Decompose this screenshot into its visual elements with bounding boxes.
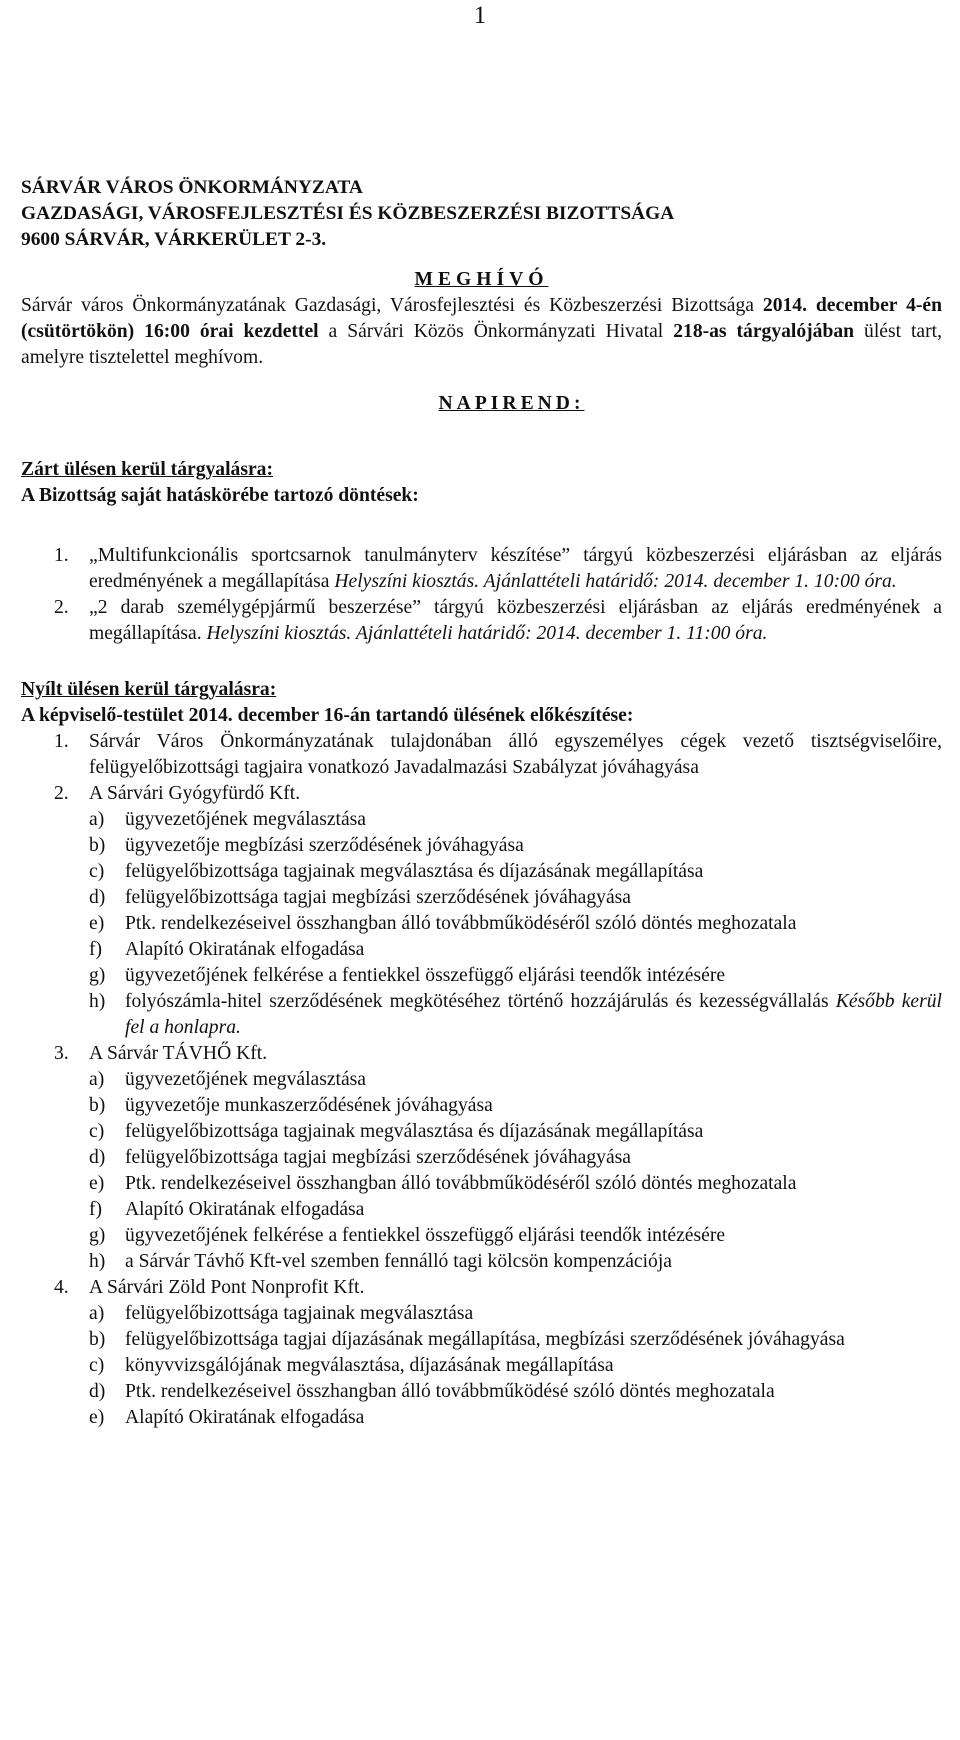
agenda-item-number: 2. [54,597,69,618]
agenda-subitem [89,963,942,989]
agenda-subitem-list [89,1067,942,1275]
agenda-subitem-text: ügyvezetőjének megválasztása [125,1069,366,1090]
agenda-subitem-letter: d) [89,887,106,908]
agenda-subitem [89,1119,942,1145]
agenda-subitem-letter: g) [89,965,106,986]
agenda-subitem [89,1197,942,1223]
agenda-item [21,595,942,647]
agenda-item-number: 2. [54,783,69,804]
agenda-subitem [89,1353,942,1379]
agenda-subitem [89,833,942,859]
agenda-item-number: 4. [54,1277,69,1298]
agenda-subitem [89,1405,942,1431]
agenda-subitem-text: folyószámla-hitel szerződésének megkötéséhez történő hozzájárulás és kezességvállalás [125,991,836,1012]
document-body [21,175,942,1431]
agenda-item-text: A Sárvár TÁVHŐ Kft. [89,1043,268,1064]
agenda-item-note: Helyszíni kiosztás. Ajánlattételi határidő: 2014. december 1. 10:00 óra. [334,571,897,592]
agenda-subitem [89,1301,942,1327]
agenda-subitem-text: ügyvezetője megbízási szerződésének jóváhagyása [125,835,524,856]
agenda-item [21,543,942,595]
agenda-subitem-letter: b) [89,1329,106,1350]
agenda-subitem-text: Ptk. rendelkezéseivel összhangban álló továbbműködéséről szóló döntés meghozatala [125,913,797,934]
agenda-subitem-letter: e) [89,913,105,934]
agenda-subitem [89,885,942,911]
agenda-subitem-text: a Sárvár Távhő Kft-vel szemben fennálló tagi kölcsön kompenzációja [125,1251,672,1272]
agenda-subitem-list [89,807,942,1041]
agenda-item-note: Helyszíni kiosztás. Ajánlattételi határidő: 2014. december 1. 11:00 óra. [206,623,768,644]
page-number: 1 [473,2,487,29]
agenda-subitem-letter: c) [89,1121,105,1142]
agenda-subitem-text: Ptk. rendelkezéseivel összhangban álló továbbműködéséről szóló döntés meghozatala [125,1173,797,1194]
agenda-subitem [89,911,942,937]
agenda-subitem-text: Ptk. rendelkezéseivel összhangban álló továbbműködésé szóló döntés meghozatala [125,1381,775,1402]
agenda-item [21,1275,942,1431]
agenda-subitem-text: ügyvezetőjének felkérése a fentiekkel összefüggő eljárási teendők intézésére [125,965,726,986]
agenda-item-text: A Sárvári Zöld Pont Nonprofit Kft. [89,1277,365,1298]
agenda-subitem [89,1379,942,1405]
agenda-subitem-text: Alapító Okiratának elfogadása [125,1199,365,1220]
agenda-subitem-list [89,1301,942,1431]
agenda-subitem [89,1327,942,1353]
closed-session-heading: Zárt ülésen kerül tárgyalásra: [21,459,273,480]
agenda-item [21,729,942,781]
agenda-item-number: 3. [54,1043,69,1064]
agenda-item [21,781,942,1041]
agenda-subitem [89,937,942,963]
closed-session-list [21,543,942,647]
agenda-subitem-letter: b) [89,1095,106,1116]
agenda-subitem [89,1093,942,1119]
closed-session-subheading: A Bizottság saját hatáskörébe tartozó döntések: [21,485,419,506]
agenda-subitem [89,807,942,833]
agenda-subitem-text: ügyvezetőjének felkérése a fentiekkel összefüggő eljárási teendők intézésére [125,1225,726,1246]
invitation-text-2: a Sárvári Közös Önkormányzati Hivatal [318,321,674,342]
agenda-subitem-letter: g) [89,1225,106,1246]
agenda-subitem-text: Alapító Okiratának elfogadása [125,939,365,960]
agenda-subitem-text: felügyelőbizottsága tagjainak megválasztása és díjazásának megállapítása [125,861,704,882]
agenda-subitem-letter: b) [89,835,106,856]
agenda-subitem-text: felügyelőbizottsága tagjainak megválasztása [125,1303,474,1324]
agenda-subitem [89,1067,942,1093]
agenda-subitem-letter: a) [89,1069,105,1090]
invitation-paragraph [21,293,942,371]
header-line-2: GAZDASÁGI, VÁROSFEJLESZTÉSI ÉS KÖZBESZERZÉSI BIZOTTSÁGA [21,203,675,224]
agenda-subitem-text: ügyvezetőjének megválasztása [125,809,366,830]
open-session-heading: Nyílt ülésen kerül tárgyalásra: [21,679,277,700]
agenda-subitem [89,1249,942,1275]
invitation-title: MEGHÍVÓ [414,269,549,290]
header-line-1: SÁRVÁR VÁROS ÖNKORMÁNYZATA [21,177,363,198]
agenda-subitem-letter: a) [89,809,105,830]
agenda-subitem-letter: h) [89,991,106,1012]
agenda-subitem [89,989,942,1041]
open-session-subheading: A képviselő-testület 2014. december 16-án tartandó ülésének előkészítése: [21,705,634,726]
agenda-subitem-letter: d) [89,1147,106,1168]
agenda-item-text: „Multifunkcionális sportcsarnok tanulmányterv készítése” tárgyú közbeszerzési eljárásban az eljárás eredményének a megállapítása [89,545,942,592]
agenda-item-number: 1. [54,545,69,566]
agenda-subitem-letter: h) [89,1251,106,1272]
agenda-title: NAPIREND: [438,393,585,414]
agenda-subitem-letter: e) [89,1407,105,1428]
agenda-item-text: Sárvár Város Önkormányzatának tulajdonában álló egyszemélyes cégek vezető tisztségviselőire, felügyelőbizottsági tagjaira vonatkozó Javadalmazási Szabályzat jóváhagyása [89,731,942,778]
agenda-item [21,1041,942,1275]
agenda-subitem-letter: f) [89,1199,103,1220]
agenda-subitem-text: felügyelőbizottsága tagjai megbízási szerződésének jóváhagyása [125,1147,631,1168]
header-line-3: 9600 SÁRVÁR, VÁRKERÜLET 2-3. [21,229,327,250]
agenda-item-number: 1. [54,731,69,752]
agenda-subitem-letter: a) [89,1303,105,1324]
agenda-subitem-text: Alapító Okiratának elfogadása [125,1407,365,1428]
agenda-item-text: A Sárvári Gyógyfürdő Kft. [89,783,301,804]
agenda-subitem-letter: c) [89,861,105,882]
agenda-subitem [89,1223,942,1249]
invitation-date: 2014. december 4-én (csütörtökön) 16:00 órai kezdettel [21,295,942,342]
agenda-subitem-letter: c) [89,1355,105,1376]
invitation-text-1: Sárvár város Önkormányzatának Gazdasági, Városfejlesztési és Közbeszerzési Bizottsága [21,295,763,316]
agenda-subitem-letter: e) [89,1173,105,1194]
agenda-subitem-text: felügyelőbizottsága tagjainak megválasztása és díjazásának megállapítása [125,1121,704,1142]
agenda-subitem [89,1145,942,1171]
agenda-subitem [89,859,942,885]
agenda-subitem-text: felügyelőbizottsága tagjai díjazásának megállapítása, megbízási szerződésének jóváhagyása [125,1329,845,1350]
agenda-subitem-letter: d) [89,1381,106,1402]
agenda-subitem-text: könyvvizsgálójának megválasztása, díjazásának megállapítása [125,1355,614,1376]
agenda-subitem-text: ügyvezetője munkaszerződésének jóváhagyása [125,1095,493,1116]
agenda-subitem [89,1171,942,1197]
agenda-subitem-text: felügyelőbizottsága tagjai megbízási szerződésének jóváhagyása [125,887,631,908]
invitation-text-3: ülést tart, amelyre tisztelettel meghívom. [21,321,942,368]
agenda-subitem-note: Később kerül fel a honlapra. [125,991,942,1038]
agenda-subitem-letter: f) [89,939,103,960]
invitation-room: 218-as tárgyalójában [673,321,855,342]
open-session-list [21,729,942,1431]
agenda-item-text: „2 darab személygépjármű beszerzése” tárgyú közbeszerzési eljárásban az eljárás eredményének a megállapítása. [89,597,942,644]
